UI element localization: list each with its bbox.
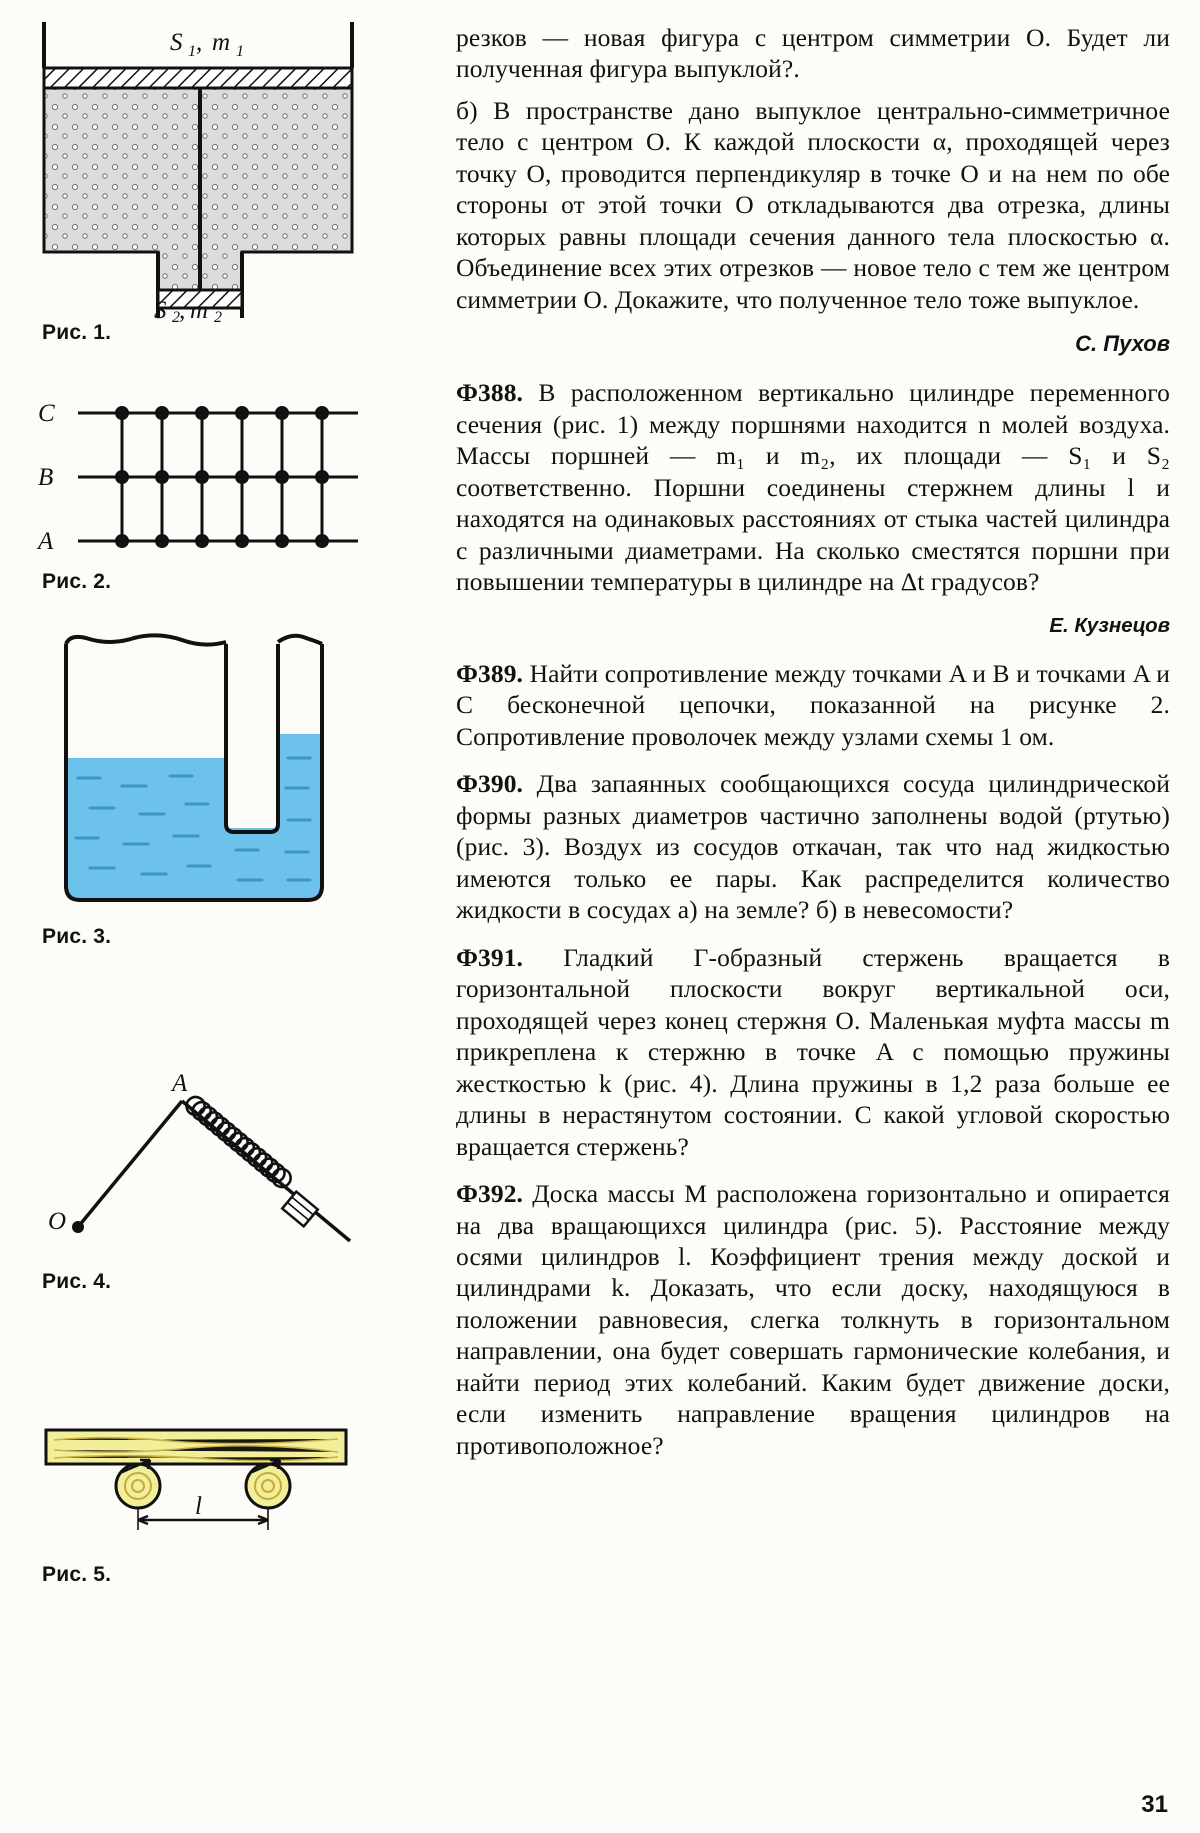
svg-text:,: ,: [179, 297, 186, 322]
problem-f388-number: Ф388.: [456, 378, 524, 408]
problem-f390-number: Ф390.: [456, 769, 524, 799]
figure-3-caption: Рис. 3.: [42, 925, 112, 948]
paragraph-fragment-top: резков — новая фигура с центром симметрии O. Будет ли полученная фигура выпуклой?.: [456, 23, 1170, 84]
problem-f392-body: Доска массы M расположена горизонтально и опирается на два вращающихся цилиндра (рис. 5). Расстояние между осями цилиндров l. Коэффициент трения между доской и цилиндрами k. Доказать, что если доску, находящуюся в положении равновесия, слегка толкнуть в горизонтальном направлении, она будет совершать гармонические колебания, и найти период этих колебаний. Каким будет движение доски, если изменить направление вращения цилиндров на противоположное?: [456, 1179, 1170, 1460]
problem-f390: [456, 768, 1170, 925]
svg-text:1: 1: [188, 43, 196, 60]
problem-f391-body: Гладкий Г-образный стержень вращается в горизонтальной плоскости вокруг вертикальной оси, проходящей через конец стержня O. Маленькая муфта массы m прикреплена к стержню в точке A с помощью пружины жесткостью k (рис. 4). Длина пружины в 1,2 раза больше ее длины в нерастянутом состоянии. С какой угловой скоростью вращается стержень?: [456, 942, 1170, 1161]
svg-text:1: 1: [236, 43, 244, 60]
figure-1: [30, 22, 430, 345]
figure-4-label-a: A: [172, 1070, 188, 1097]
figure-2-drawing: [30, 393, 370, 563]
figure-2: [30, 393, 430, 594]
svg-text:m: m: [212, 29, 231, 56]
author-kuznetsov: Е. Кузнецов: [1049, 613, 1170, 637]
figure-4-label-o: O: [48, 1208, 67, 1235]
problem-f389: [456, 658, 1170, 752]
page-number: 31: [1141, 1791, 1168, 1818]
figure-2-label-a: A: [38, 528, 54, 555]
figure-4-caption: Рис. 4.: [42, 1270, 112, 1293]
text-column: [456, 22, 1170, 1823]
problem-f391-number: Ф391.: [456, 942, 524, 972]
figure-1-caption: Рис. 1.: [42, 321, 112, 344]
figure-3-drawing: [30, 628, 370, 918]
problem-f388: [456, 377, 1170, 597]
figure-3: [30, 628, 430, 949]
problem-f390-body: Два запаянных сообщающихся сосуда цилиндрической формы разных диаметров частично заполнены водой (ртутью) (рис. 3). Воздух из сосудов откачан, так что над жидкостью имеются только ее пары. Как распределится количество жидкости в сосудах а) на земле? б) в невесомости?: [456, 769, 1170, 925]
figure-1-drawing: [30, 22, 370, 322]
figure-2-caption: Рис. 2.: [42, 570, 112, 593]
figure-2-label-b: B: [38, 464, 54, 491]
figure-5-drawing: [30, 1412, 370, 1552]
problem-f389-body: Найти сопротивление между точками A и B и точками A и C бесконечной цепочки, показанной на рисунке 2. Сопротивление проволочек между узлами схемы 1 ом.: [456, 658, 1170, 751]
figure-4: [30, 1069, 430, 1294]
problem-f391: [456, 942, 1170, 1162]
paragraph-item-b: б) В пространстве дано выпуклое центрально-симметричное тело с центром O. К каждой плоскости α, проходящей через точку O, проводится перпендикуляр в точке O и на нем по обе стороны от этой точки O откладываются два отрезка, длины которых равны площади сечения данного тела плоскостью α. Объединение всех этих отрезков — новое тело с тем же центром симметрии O. Докажите, что полученное тело тоже выпуклое.: [456, 95, 1170, 314]
problem-f389-number: Ф389.: [456, 658, 524, 688]
figure-1-label-s1: S: [170, 29, 183, 56]
figure-1-label-s2: S: [154, 297, 167, 322]
figure-5-caption: Рис. 5.: [42, 1563, 112, 1586]
problem-f392-number: Ф392.: [456, 1179, 524, 1209]
problem-f392: [456, 1178, 1170, 1461]
problem-f388-body: В расположенном вертикально цилиндре переменного сечения (рис. 1) между поршнями находится n молей воздуха. Массы поршней — m₁ и m₂, их площади — S₁ и S₂ соответственно. Поршни соединены стержнем длины l и находятся на одинаковых расстояниях от стыка частей цилиндра с различными диаметрами. На сколько сместятся поршни при повышении температуры в цилиндре на Δt градусов?: [456, 378, 1170, 597]
figure-5-label-l: l: [195, 1493, 202, 1520]
svg-text:2: 2: [214, 309, 222, 322]
author-pukhov: С. Пухов: [1075, 331, 1170, 357]
figure-5: [30, 1412, 430, 1587]
svg-text:2: 2: [172, 309, 180, 322]
two-column-layout: [30, 22, 1170, 1823]
figure-2-label-c: C: [38, 400, 55, 427]
figures-column: [30, 22, 430, 1823]
svg-text:,: ,: [196, 29, 203, 56]
svg-text:m: m: [190, 297, 209, 322]
figure-4-drawing: [30, 1069, 370, 1259]
